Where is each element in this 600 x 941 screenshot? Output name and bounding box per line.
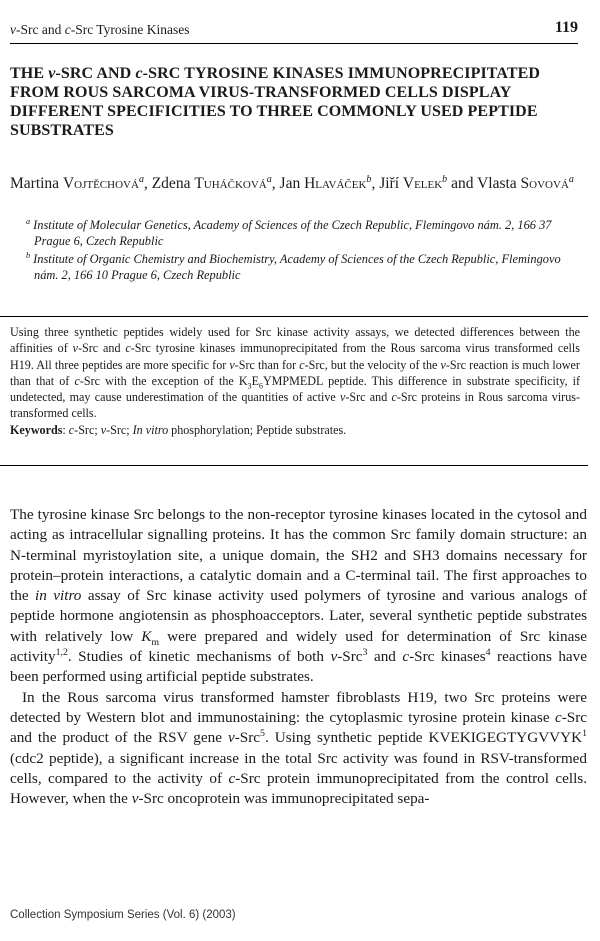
running-head — [10, 19, 578, 44]
affiliation: $^a$ Institute of Molecular Genetics, Academy of Sciences of the Czech Republic, Flemingovo nám. 2, 166 37 Prague 6, Czech Republic — [26, 216, 552, 249]
body-paragraph: In the Rous sarcoma virus transformed hamster fibroblasts H19, two Src proteins were detected by Western blot and immunostaining: the cytoplasmic tyrosine protein kinase c-Src and the product of the RSV gene v-Src$^5$. Using synthetic peptide KVEKIGEGTYGVVYK$^1$ (cdc2 peptide), a significant increase in the total Src activity was found in RSV-transformed cells, compared to the activity of c-Src protein immunoprecipitated from the control cells. However, when the v-Src oncoprotein was immunoprecipitated sepa- — [10, 688, 587, 808]
body-paragraph: The tyrosine kinase Src belongs to the non-receptor tyrosine kinases located in the cytosol and acting as intracellular signalling proteins. It has the common Src family domain structure: an N-terminal myristoylation site, a unique domain, the SH2 and SH3 domains necessary for protein–protein interactions, a catalytic domain and a C-terminal tail. The first approaches to the in vitro assay of Src kinase activity used polymers of tyrosine and various analogs of peptide hormone angiotensin as phosphoacceptors. Later, several synthetic peptide substrates with relatively low $K_m$ were prepared and widely used for determination of Src kinase activity$^{1,2}$. Studies of kinetic mechanisms of both v-Src$^3$ and c-Src kinases$^4$ reactions have been performed using artificial peptide substrates. — [10, 506, 588, 686]
affiliation: $^b$ Institute of Organic Chemistry and Biochemistry, Academy of Sciences of the Czech Republic, Flemingovo nám. 2, 166 10 Prague 6, Czech Republic — [26, 250, 561, 282]
running-head-title: v-Src and c-Src Tyrosine Kinases — [10, 22, 190, 37]
author: Vlasta Sovová$^a$ — [477, 173, 574, 192]
abstract: Using three synthetic peptides widely used for Src kinase activity assays, we detected differences between the affinities of v-Src and c-Src tyrosine kinases immunoprecipitated from the Rous sarcoma virus transformed cells H19. All three peptides are more specific for v-Src than for c-Src, but the velocity of the v-Src reaction is much lower than that of c-Src with the exception of the $K_3E_6YMPMEDL$ peptide. This difference in substrate specificity, if undetected, may cause underestimation of the quantities of active v-Src and c-Src proteins in Rous sarcoma virus-transformed cells. Keywords: c-Src; v-Src; In vitro phosphorylation; Peptide substrates. — [10, 325, 580, 437]
body-text — [10, 505, 587, 809]
author: Zdena Tuháčková$^a$, — [151, 173, 280, 192]
author: Jiří Velek$^b$ and — [379, 173, 478, 192]
author: Jan Hlaváček$^b$, — [279, 173, 380, 192]
abstract-box — [0, 316, 588, 466]
author: Martina Vojtěchová$^a$, — [10, 173, 152, 192]
keywords: Keywords: c-Src; v-Src; In vitro phosphorylation; Peptide substrates. — [10, 422, 347, 437]
article-title: THE v-SRC AND c-SRC TYROSINE KINASES IMMUNOPRECIPITATED FROM ROUS SARCOMA VIRUS-TRANSFORMED CELLS DISPLAY DIFFERENT SPECIFICITIES TO THREE COMMONLY USED PEPTIDE SUBSTRATES — [10, 65, 541, 139]
author-list — [10, 174, 585, 194]
page-number: 119 — [554, 19, 578, 36]
affiliations — [26, 217, 586, 284]
footer-citation: Collection Symposium Series (Vol. 6) (2003) — [10, 909, 236, 921]
